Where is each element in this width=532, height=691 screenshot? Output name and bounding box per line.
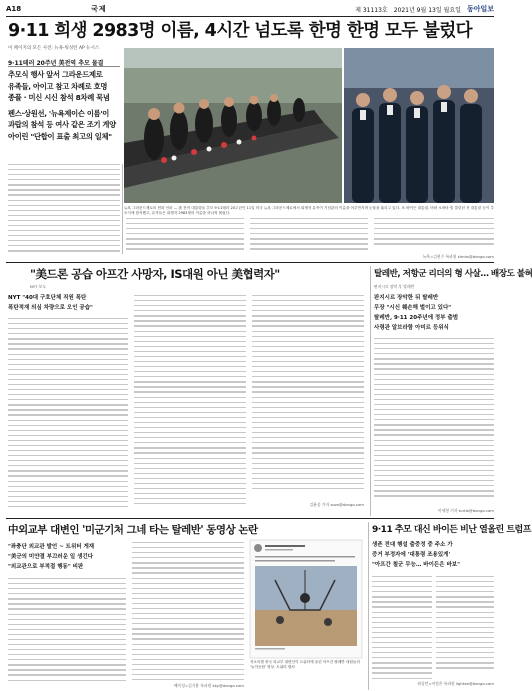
story2-headline: "美드론 공습 아프간 사망자, IS대원 아닌 美협력자" <box>30 267 280 281</box>
story2-body-col-3 <box>252 295 364 495</box>
story4-body-col-1 <box>8 578 126 688</box>
page-number: A18 <box>6 5 22 13</box>
issue-date: 2021년 9월 13일 월요일 <box>393 6 461 14</box>
subhead-line: "美군의 미얀결 부끄러운 일 생긴다 <box>8 554 94 560</box>
subhead-line: 판지시르 장악한 뒤 탈레반 <box>374 295 439 301</box>
lead-body-col-4 <box>374 218 494 256</box>
story2-body-col-2 <box>134 295 246 513</box>
subhead-line: "좌충단 외교관 발언 ~ 트위터 게재 <box>8 544 95 550</box>
subhead-line: NYT "40대 구호단체 직원 폭탄 <box>8 295 87 301</box>
lead-photo-caption: 뉴욕 그라운드제로의 헌화 인파 — 美 전직 대통령들 추모 9·11테러 20주년인 11일 미국 뉴욕 그라운드제로에서 희생자 유족이 기념관의 이름을 어루만지며 눈물을 흘리고 있다. 조 바이든 대통령, 버락 오바마·빌 클린턴 전 대통령 등이 추모식에 참석했고, 유족들은 희생자 2983명의 이름을 하나씩 불렀다. <box>124 206 494 215</box>
lead-deck <box>8 69 120 142</box>
tweet-caption: 자오리젠 중국 외교부 대변인이 트위터에 올린 아프간 탈레반 대원들의 '놀이공원' 영상. 트위터 캡처 <box>250 660 360 669</box>
section-rule <box>6 262 494 263</box>
story3-headline: 탈레반, 저항군 리더의 형 사살… 배장도 불혀 <box>374 269 532 279</box>
subhead-line: 증거 부정자에 '대통령 조용있게' <box>372 552 451 558</box>
story4-body-col-2 <box>132 542 244 688</box>
story4-byline: 베이징=김기용 특파원 kky@donga.com <box>173 683 244 688</box>
photo-credit: 이 페이지의 모든 사진: 뉴욕·워싱턴 AP 뉴시스 <box>8 46 100 51</box>
deck-line: 유족들, 아이고 참고 차례로 호명 <box>8 81 108 91</box>
story5-byline: 워싱턴=이정은 특파원 lightee@donga.com <box>417 681 494 686</box>
masthead-rule <box>6 16 494 17</box>
deck-line: 아이린 "단합이 표출 최고의 일체" <box>8 131 112 141</box>
subhead-line: "아프간 철군 무능… 바이든은 바보" <box>372 562 460 568</box>
lead-body-col-1 <box>8 164 120 256</box>
story3-subhead <box>374 293 494 333</box>
story5-body-col-2 <box>436 576 494 676</box>
story4-subhead <box>8 542 126 572</box>
lead-headline: 9·11 희생 2983명 이름, 4시간 넘도록 한명 한명 모두 불렀다 <box>8 21 472 41</box>
column-rule <box>368 522 369 690</box>
tweet-screenshot <box>250 540 362 658</box>
column-rule <box>122 164 123 254</box>
subhead-line: 무장 "시신 훼손해 벌이고 있다" <box>374 305 452 311</box>
subhead-line: 사령관 알브라함 아미르 등위식 <box>374 325 449 331</box>
story4-headline: 中외교부 대변인 '미군기처 그네 타는 탈레반' 동영상 논란 <box>8 524 258 536</box>
subhead-line: 생존 전대 행설 출중정 중 주소 가 <box>372 542 453 548</box>
subhead-line: 탈레반, 9·11 20주년에 정부 출범 <box>374 315 459 321</box>
newspaper-logo: 동아일보 <box>466 4 494 13</box>
deck-line: 추모식 행사 앞서 그라운드제로 <box>8 70 103 79</box>
story2-byline: 김윤종 기자 zozo@donga.com <box>309 502 364 507</box>
story2-body-col-1 <box>8 318 128 513</box>
deck-line: 과랍의 참석 등 여사 같은 조기 게양 <box>8 120 116 129</box>
section-label: 국제 <box>91 5 107 13</box>
issue-number: 제 31113호 <box>355 6 388 14</box>
masthead <box>6 3 494 15</box>
story5-body-col-1 <box>372 576 432 684</box>
lead-photo <box>124 48 494 203</box>
deck-line: 펜스·상원선, '뉴욕제이슨 이름'이 <box>8 108 110 118</box>
story3-byline: 이세형 기자 turtle@donga.com <box>437 508 494 513</box>
deck-line: 종플 · 미신 시신 참석 8차례 묵념 <box>8 93 110 102</box>
lead-byline: 뉴욕=김현수 특파원 kimhs@donga.com <box>422 254 494 259</box>
lead-body-col-3 <box>250 218 368 256</box>
subhead-line: "외교관으로 부적절 행동" 비판 <box>8 564 84 570</box>
story3-body <box>374 338 494 506</box>
subhead-line: 폭탄적재 의심 차량으로 오인 공습" <box>8 305 93 311</box>
story2-credit: NYT 보도 <box>30 284 47 289</box>
lead-kicker: 9·11테러 20주년 美전역 추모 물결 <box>8 60 104 67</box>
story5-headline: 9·11 추모 대신 바이든 비난 열올린 트럼프 <box>372 525 531 535</box>
story2-subhead <box>8 293 128 313</box>
column-rule <box>370 266 371 516</box>
story3-credit: 판지시르 장악 후 탈레반 <box>374 284 415 289</box>
section-rule <box>6 518 494 519</box>
story5-subhead <box>372 540 496 570</box>
kicker-rule <box>8 66 120 67</box>
lead-body-col-2 <box>126 218 244 256</box>
